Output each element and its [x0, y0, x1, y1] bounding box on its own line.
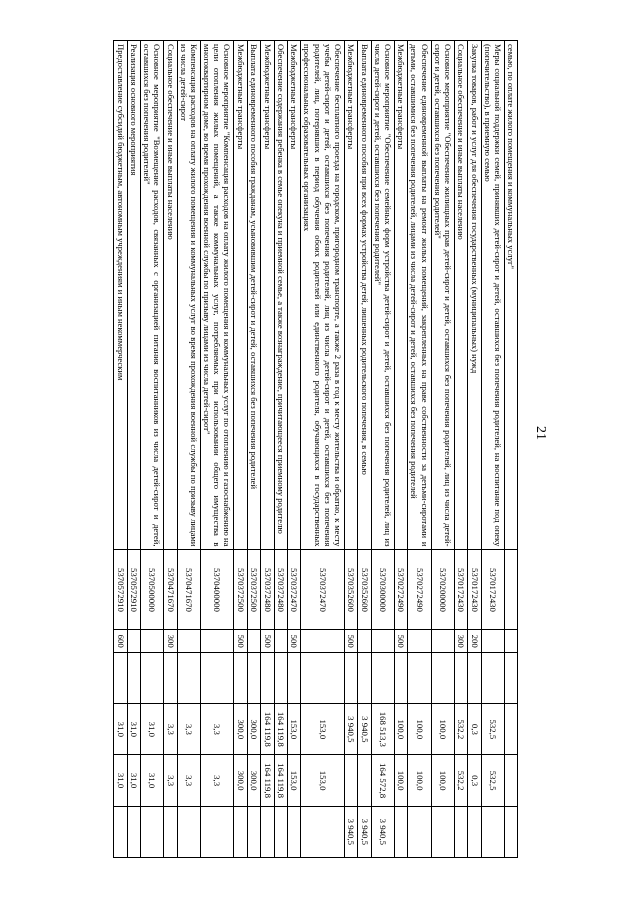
row-value-3: 532,5 [481, 755, 504, 806]
row-name: Выплата единовременного пособия при всех формах устройства детей, лишенных родительского попечения, в семью [358, 41, 371, 550]
row-value-2: 31,0 [114, 704, 127, 755]
row-value-1 [408, 652, 431, 703]
row-value-3: 0,3 [468, 755, 481, 806]
row-value-3: 31,0 [127, 755, 140, 806]
row-value-1 [454, 652, 467, 703]
row-value-2: 31,0 [127, 704, 140, 755]
row-expense-type [247, 630, 260, 653]
row-value-4 [261, 806, 274, 857]
row-value-2: 168 513,3 [371, 704, 394, 755]
row-name: Закупка товаров, работ и услуг для обеспечения государственных (муниципальных) нужд [468, 41, 481, 550]
row-value-1 [274, 652, 287, 703]
row-code: 5370272490 [394, 550, 407, 630]
row-expense-type [358, 630, 371, 653]
row-name: Основное мероприятие "Компенсация расходов на оплату жилого помещения и коммунальных услуг по отоплению и газоснабжению на цели отопления жилых помещений, а также коммунальных услуг, потребляемых при использовании общего имущества в многоквартирном доме, во время прохождения военной службы по призыву лицами из числа детей-сирот" [201, 41, 234, 550]
row-value-2: 0,3 [468, 704, 481, 755]
row-value-2: 3 940,5 [358, 704, 371, 755]
row-value-2: 100,0 [394, 704, 407, 755]
row-value-1 [247, 652, 260, 703]
row-value-3: 100,0 [394, 755, 407, 806]
table-row [234, 41, 247, 858]
row-value-1 [371, 652, 394, 703]
table-row [408, 41, 431, 858]
row-value-2: 100,0 [431, 704, 454, 755]
row-value-4 [201, 806, 234, 857]
row-value-3: 31,0 [141, 755, 164, 806]
row-value-2: 532,5 [481, 704, 504, 755]
table-row [274, 41, 287, 858]
row-expense-type [408, 630, 431, 653]
row-name: Обеспечение содержания ребенка в семье опекуна и приемной семье, а также вознаграждение, причитающееся приемному родителю [274, 41, 287, 550]
row-value-3: 3,3 [164, 755, 177, 806]
row-code: 5370372470 [287, 550, 300, 630]
row-name: семью, по оплате жилого помещения и коммунальных услуг" [504, 41, 517, 550]
row-code: 5370300000 [371, 550, 394, 630]
row-expense-type [504, 630, 517, 653]
row-value-3: 164 119,8 [274, 755, 287, 806]
table-row [164, 41, 177, 858]
table-row [371, 41, 394, 858]
row-value-4: 3 940,5 [371, 806, 394, 857]
row-value-1 [344, 652, 357, 703]
row-value-2: 31,0 [141, 704, 164, 755]
row-expense-type: 500 [287, 630, 300, 653]
row-value-4: 3 940,5 [358, 806, 371, 857]
row-value-4 [114, 806, 127, 857]
row-value-3: 153,0 [301, 755, 345, 806]
row-value-1 [504, 652, 517, 703]
table-row [261, 41, 274, 858]
row-name: Социальное обеспечение и иные выплаты населению [454, 41, 467, 550]
table-row [431, 41, 454, 858]
row-value-2: 153,0 [287, 704, 300, 755]
row-name: Предоставление субсидий бюджетным, автономным учреждениям и иным некоммерческим [114, 41, 127, 550]
table-row [358, 41, 371, 858]
row-value-2: 300,0 [247, 704, 260, 755]
row-value-3: 300,0 [247, 755, 260, 806]
row-value-2: 164 119,8 [261, 704, 274, 755]
row-name: Межбюджетные трансферты [394, 41, 407, 550]
table-row [468, 41, 481, 858]
row-name: Межбюджетные трансферты [234, 41, 247, 550]
row-value-4 [164, 806, 177, 857]
table-row [454, 41, 467, 858]
budget-table-sheet [65, 40, 518, 858]
row-code: 5370200000 [431, 550, 454, 630]
row-value-1 [287, 652, 300, 703]
row-value-4 [431, 806, 454, 857]
row-value-1 [301, 652, 345, 703]
row-expense-type [201, 630, 234, 653]
row-value-4 [301, 806, 345, 857]
row-code: 5370400000 [201, 550, 234, 630]
table-row [481, 41, 504, 858]
row-value-1 [141, 652, 164, 703]
row-code: 5370471670 [177, 550, 200, 630]
row-expense-type: 500 [261, 630, 274, 653]
row-value-2: 3,3 [201, 704, 234, 755]
row-value-3: 100,0 [408, 755, 431, 806]
row-name: Выплата единовременного пособия гражданам, усыновившим детей-сирот и детей, оставшихся без попечения родителей [247, 41, 260, 550]
table-row [301, 41, 345, 858]
table-row [504, 41, 517, 858]
row-code: 5370372500 [247, 550, 260, 630]
row-value-4 [247, 806, 260, 857]
row-expense-type: 500 [234, 630, 247, 653]
table-row [127, 41, 140, 858]
row-code: 5370372470 [301, 550, 345, 630]
row-code: 5370372480 [274, 550, 287, 630]
row-code: 5370172430 [468, 550, 481, 630]
row-value-4 [394, 806, 407, 857]
row-expense-type [141, 630, 164, 653]
table-row [114, 41, 127, 858]
row-value-2: 153,0 [301, 704, 345, 755]
row-value-3: 100,0 [431, 755, 454, 806]
row-value-2: 3,3 [164, 704, 177, 755]
table-row [287, 41, 300, 858]
row-value-1 [127, 652, 140, 703]
row-value-3: 164 572,8 [371, 755, 394, 806]
row-name: Основное мероприятие "Возмещение расходов, связанных с организацией питания воспитанников из числа детей-сирот и детей, оставшихся без попечения родителей" [141, 41, 164, 550]
row-name: Межбюджетные трансферты [261, 41, 274, 550]
budget-table-body [114, 41, 518, 858]
row-expense-type [431, 630, 454, 653]
row-name: Обеспечение бесплатного проезда на городском, пригородном транспорте, а также 2 раза в год к месту жительства и обратно, к месту учебы детей-сирот и детей, оставшихся без попечения родителей, лиц из числа детей-сирот и детей, оставшихся без попечения родителей, лиц, потерявших в период обучения обоих родителей или единственного родителя, обучающихся в государственных профессиональных образовательных организациях [301, 41, 345, 550]
row-expense-type [177, 630, 200, 653]
row-value-3: 164 119,8 [261, 755, 274, 806]
row-value-4: 3 940,5 [344, 806, 357, 857]
row-value-4 [141, 806, 164, 857]
table-row [394, 41, 407, 858]
row-value-3 [504, 755, 517, 806]
row-value-4 [287, 806, 300, 857]
row-value-3: 3,3 [177, 755, 200, 806]
row-value-1 [431, 652, 454, 703]
row-expense-type: 500 [344, 630, 357, 653]
row-value-4 [468, 806, 481, 857]
row-code: 5370572910 [114, 550, 127, 630]
row-value-1 [234, 652, 247, 703]
row-value-3 [344, 755, 357, 806]
row-name: Основное мероприятие "Обеспечение семейных форм устройства детей-сирот и детей, оставшихся без попечения родителей, лиц из числа детей-сирот и детей, оставшихся без попечения родителей" [371, 41, 394, 550]
row-value-1 [177, 652, 200, 703]
row-value-4 [274, 806, 287, 857]
row-name: Основное мероприятие "Обеспечение жилищных прав детей-сирот и детей, оставшихся без попечения родителей, лиц из числа детей-сирот и детей, оставшихся без попечения родителей" [431, 41, 454, 550]
row-code: 5370172430 [454, 550, 467, 630]
row-code: 5370352600 [344, 550, 357, 630]
row-code: 5370352600 [358, 550, 371, 630]
row-value-4 [127, 806, 140, 857]
row-code: 5370572910 [127, 550, 140, 630]
table-row [201, 41, 234, 858]
table-row [177, 41, 200, 858]
row-value-4 [454, 806, 467, 857]
table-row [141, 41, 164, 858]
row-value-4 [481, 806, 504, 857]
table-row [247, 41, 260, 858]
row-name: Меры социальной поддержки семей, принявших детей-сирот и детей, оставшихся без попечения родителей, на воспитание под опеку (попечительство), в приемную семью [481, 41, 504, 550]
budget-table [113, 40, 518, 858]
row-code: 5370471670 [164, 550, 177, 630]
row-expense-type [371, 630, 394, 653]
row-name: Компенсация расходов на оплату жилого помещения и коммунальных услуг во время прохождения военной службы по призыву лицами из числа детей-сирот [177, 41, 200, 550]
row-value-1 [358, 652, 371, 703]
row-code: 5370500000 [141, 550, 164, 630]
row-value-2: 300,0 [234, 704, 247, 755]
row-name: Реализация основного мероприятия [127, 41, 140, 550]
row-expense-type [481, 630, 504, 653]
row-value-1 [164, 652, 177, 703]
row-value-2: 532,2 [454, 704, 467, 755]
row-value-4 [408, 806, 431, 857]
row-value-1 [394, 652, 407, 703]
row-expense-type [274, 630, 287, 653]
row-value-3: 153,0 [287, 755, 300, 806]
row-name: Обеспечение единовременной выплаты на ремонт жилых помещений, закрепленных на праве собственности за детьми-сиротами и детьми, оставшимися без попечения родителей, лицами из числа детей-сирот и детей, оставшихся без попечения родителей [408, 41, 431, 550]
row-code: 5370372480 [261, 550, 274, 630]
rotated-page [65, 40, 518, 858]
row-name: Межбюджетные трансферты [344, 41, 357, 550]
page-number: 21 [533, 426, 548, 440]
row-expense-type: 500 [394, 630, 407, 653]
row-expense-type [301, 630, 345, 653]
row-expense-type: 300 [454, 630, 467, 653]
row-value-2: 3 940,5 [344, 704, 357, 755]
row-value-3: 31,0 [114, 755, 127, 806]
row-value-1 [481, 652, 504, 703]
row-value-1 [201, 652, 234, 703]
row-expense-type: 200 [468, 630, 481, 653]
row-value-2: 3,3 [177, 704, 200, 755]
row-code: 5370172430 [481, 550, 504, 630]
row-value-3: 3,3 [201, 755, 234, 806]
row-value-1 [114, 652, 127, 703]
row-value-3: 300,0 [234, 755, 247, 806]
row-expense-type: 300 [164, 630, 177, 653]
row-code: 5370272490 [408, 550, 431, 630]
table-row [344, 41, 357, 858]
row-value-2: 164 119,8 [274, 704, 287, 755]
row-value-1 [261, 652, 274, 703]
row-value-3 [358, 755, 371, 806]
row-value-4 [504, 806, 517, 857]
row-value-4 [177, 806, 200, 857]
row-code: 5370372500 [234, 550, 247, 630]
row-value-3: 532,2 [454, 755, 467, 806]
row-name: Межбюджетные трансферты [287, 41, 300, 550]
row-expense-type [127, 630, 140, 653]
row-value-2 [504, 704, 517, 755]
row-code [504, 550, 517, 630]
row-value-1 [468, 652, 481, 703]
row-value-2: 100,0 [408, 704, 431, 755]
row-value-4 [234, 806, 247, 857]
row-expense-type: 600 [114, 630, 127, 653]
row-name: Социальное обеспечение и иные выплаты населению [164, 41, 177, 550]
